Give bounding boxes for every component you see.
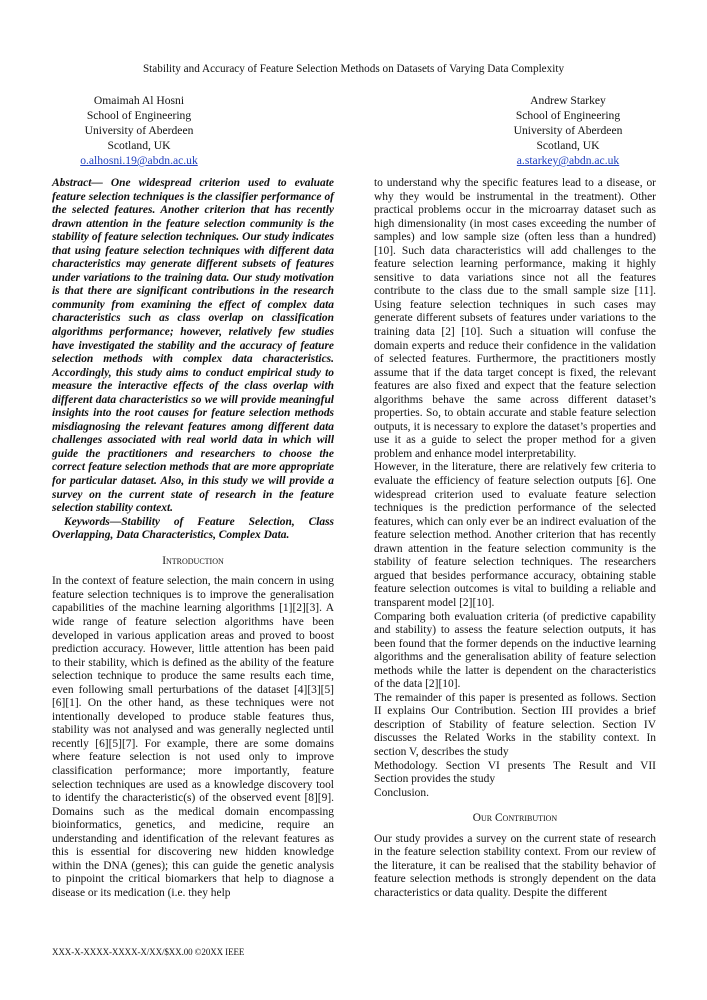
right-column xyxy=(374,177,656,900)
author-location: Scotland, UK xyxy=(107,139,171,152)
author-email-link[interactable]: o.alhosni.19@abdn.ac.uk xyxy=(80,154,198,167)
abstract: Abstract— One widespread criterion used to evaluate feature selection techniques is the classifier performance of the selected features. Another criterion that has recently drawn attention in the feature selection community is the stability of feature selection techniques. Our study indicates that using feature selection techniques with different data characteristics may generate different subsets of features under variations to the training data. Our study motivation is that there are significant contributions in the research community from examining the effect of complex data characteristics such as class overlap on classification algorithms performance; however, relatively few studies have investigated the stability and the accuracy of feature selection methods with complex data characteristics. Accordingly, this study aims to conduct empirical study to measure the interactive effects of the class overlap with different data characteristics so we will provide meaningful insights into the root causes for feature selection methods misdiagnosing the relevant features among different data challenges associated with real world data in which will guide the practitioners and researchers to choose the correct feature selection methods that are more appropriate for particular dataset. Also, in this study we will provide a survey on the current state of research in the feature selection stability context. xyxy=(52,177,334,515)
intro-paragraph-1: In the context of feature selection, the main concern in using feature selection techniques is to improve the generalisation capabilities of the machine learning algorithms [1][2][3]. A wide range of feature selection algorithms have been developed in various application areas and proved to boost prediction accuracy. However, little attention has been paid to their stability, which is defined as the ability of the feature selection technique to produce the same results each time, even following small perturbations of the dataset [4][3][5] [6][1]. On the other hand, as these techniques were not intentionally developed to produce stable features thus, stability was not analysed and was generally neglected until recently [6][5][7]. For example, there are some domains where feature selection is not used only to improve classification performance; more importantly, feature selection techniques are used as a knowledge discovery tool to identify the characteristic(s) of the observed event [8][9]. Domains such as the medical domain encompassing bioinformatics, genetics, and medicine, require an understanding and identification of the relevant features as this is essential for discovering new hidden knowledge within the DNA (genes); this can guide the genetic analysis to pinpoint the critical biomarkers that help to diagnose a disease or its medication (i.e. they help xyxy=(52,575,334,899)
intro-paragraph-4: The remainder of this paper is presented as follows. Section II explains Our Contribution. Section III provides a brief description of Stability of feature selection. Section IV discusses the Related Works in the stability context. In section V, describes the study xyxy=(374,691,656,758)
intro-paragraph-5: Methodology. Section VI presents The Result and VII Section provides the study xyxy=(374,759,656,786)
author-name: Andrew Starkey xyxy=(530,94,606,107)
intro-paragraph-6: Conclusion. xyxy=(374,786,429,799)
left-column xyxy=(52,177,334,900)
section-heading-introduction: Introduction xyxy=(162,554,224,567)
author-university: University of Aberdeen xyxy=(513,124,623,137)
contribution-paragraph-1: Our study provides a survey on the current state of research in the feature selection stability context. From our review of the literature, it can be realised that the stability behavior of feature selection methods is strongly dependent on the data characteristics or data quality. Despite the different xyxy=(374,832,656,899)
section-heading-contribution: Our Contribution xyxy=(472,812,558,825)
keywords: Keywords—Stability of Feature Selection, Class Overlapping, Data Characteristics, Complex Data. xyxy=(52,515,334,542)
author-email-link[interactable]: a.starkey@abdn.ac.uk xyxy=(516,154,620,167)
intro-paragraph-3: Comparing both evaluation criteria (of predictive capability and stability) to assess the feature selection outputs, it has been found that the former depends on the inductive learning algorithms and the generalisation ability of feature selection methods while the latter is dependent on the characteristics of the data [2][10]. xyxy=(374,610,656,691)
author-university: University of Aberdeen xyxy=(84,124,194,137)
paper-title: Stability and Accuracy of Feature Selection Methods on Datasets of Varying Data Complexity xyxy=(142,63,565,75)
author-block-2 xyxy=(468,93,668,168)
author-department: School of Engineering xyxy=(86,109,192,122)
author-name: Omaimah Al Hosni xyxy=(93,94,185,107)
author-block-1 xyxy=(39,93,239,168)
copyright-footer: XXX-X-XXXX-XXXX-X/XX/$XX.00 ©20XX IEEE xyxy=(52,947,245,957)
intro-paragraph-2: However, in the literature, there are relatively few criteria to evaluate the efficiency of feature selection outputs [6]. One widespread criterion used to evaluate feature selection techniques is the prediction performance of the selected features, which can only ever be an indirect evaluation of the feature selection method. Another criterion that has recently drawn attention in the feature selection community is the stability of feature selection techniques. The researchers argued that besides performance accuracy, obtaining stable feature selection outcomes is vital to building a reliable and transparent model [2][10]. xyxy=(374,461,656,609)
author-location: Scotland, UK xyxy=(536,139,600,152)
author-department: School of Engineering xyxy=(515,109,621,122)
intro-paragraph-1-continued: to understand why the specific features lead to a disease, or why they would be instrumental in the treatment). Other practical problems occur in the microarray dataset such as high dimensionality (in most cases exceeding the number of samples) and low sample size (often less than a hundred)[10]. Such data characteristics will add challenges to the feature selection learning performance, making it highly sensitive to data variations since not all the features contribute to the class due to the small sample size [11]. Using feature selection techniques in such cases may generate different subsets of features under variations to the training data [2] [10]. Such a situation will confuse the domain experts and reduce their confidence in the validation of selected features. Furthermore, the practitioners mostly assume that if the data target concept is fixed, the relevant features are also fixed and expect that the feature selection algorithms behave the same across different dataset’s properties. So, to obtain accurate and stable feature selection outputs, it is necessary to explore the dataset’s properties and use it as a guide to select the proper method for a given problem and enhance model interpretability. xyxy=(374,177,656,460)
